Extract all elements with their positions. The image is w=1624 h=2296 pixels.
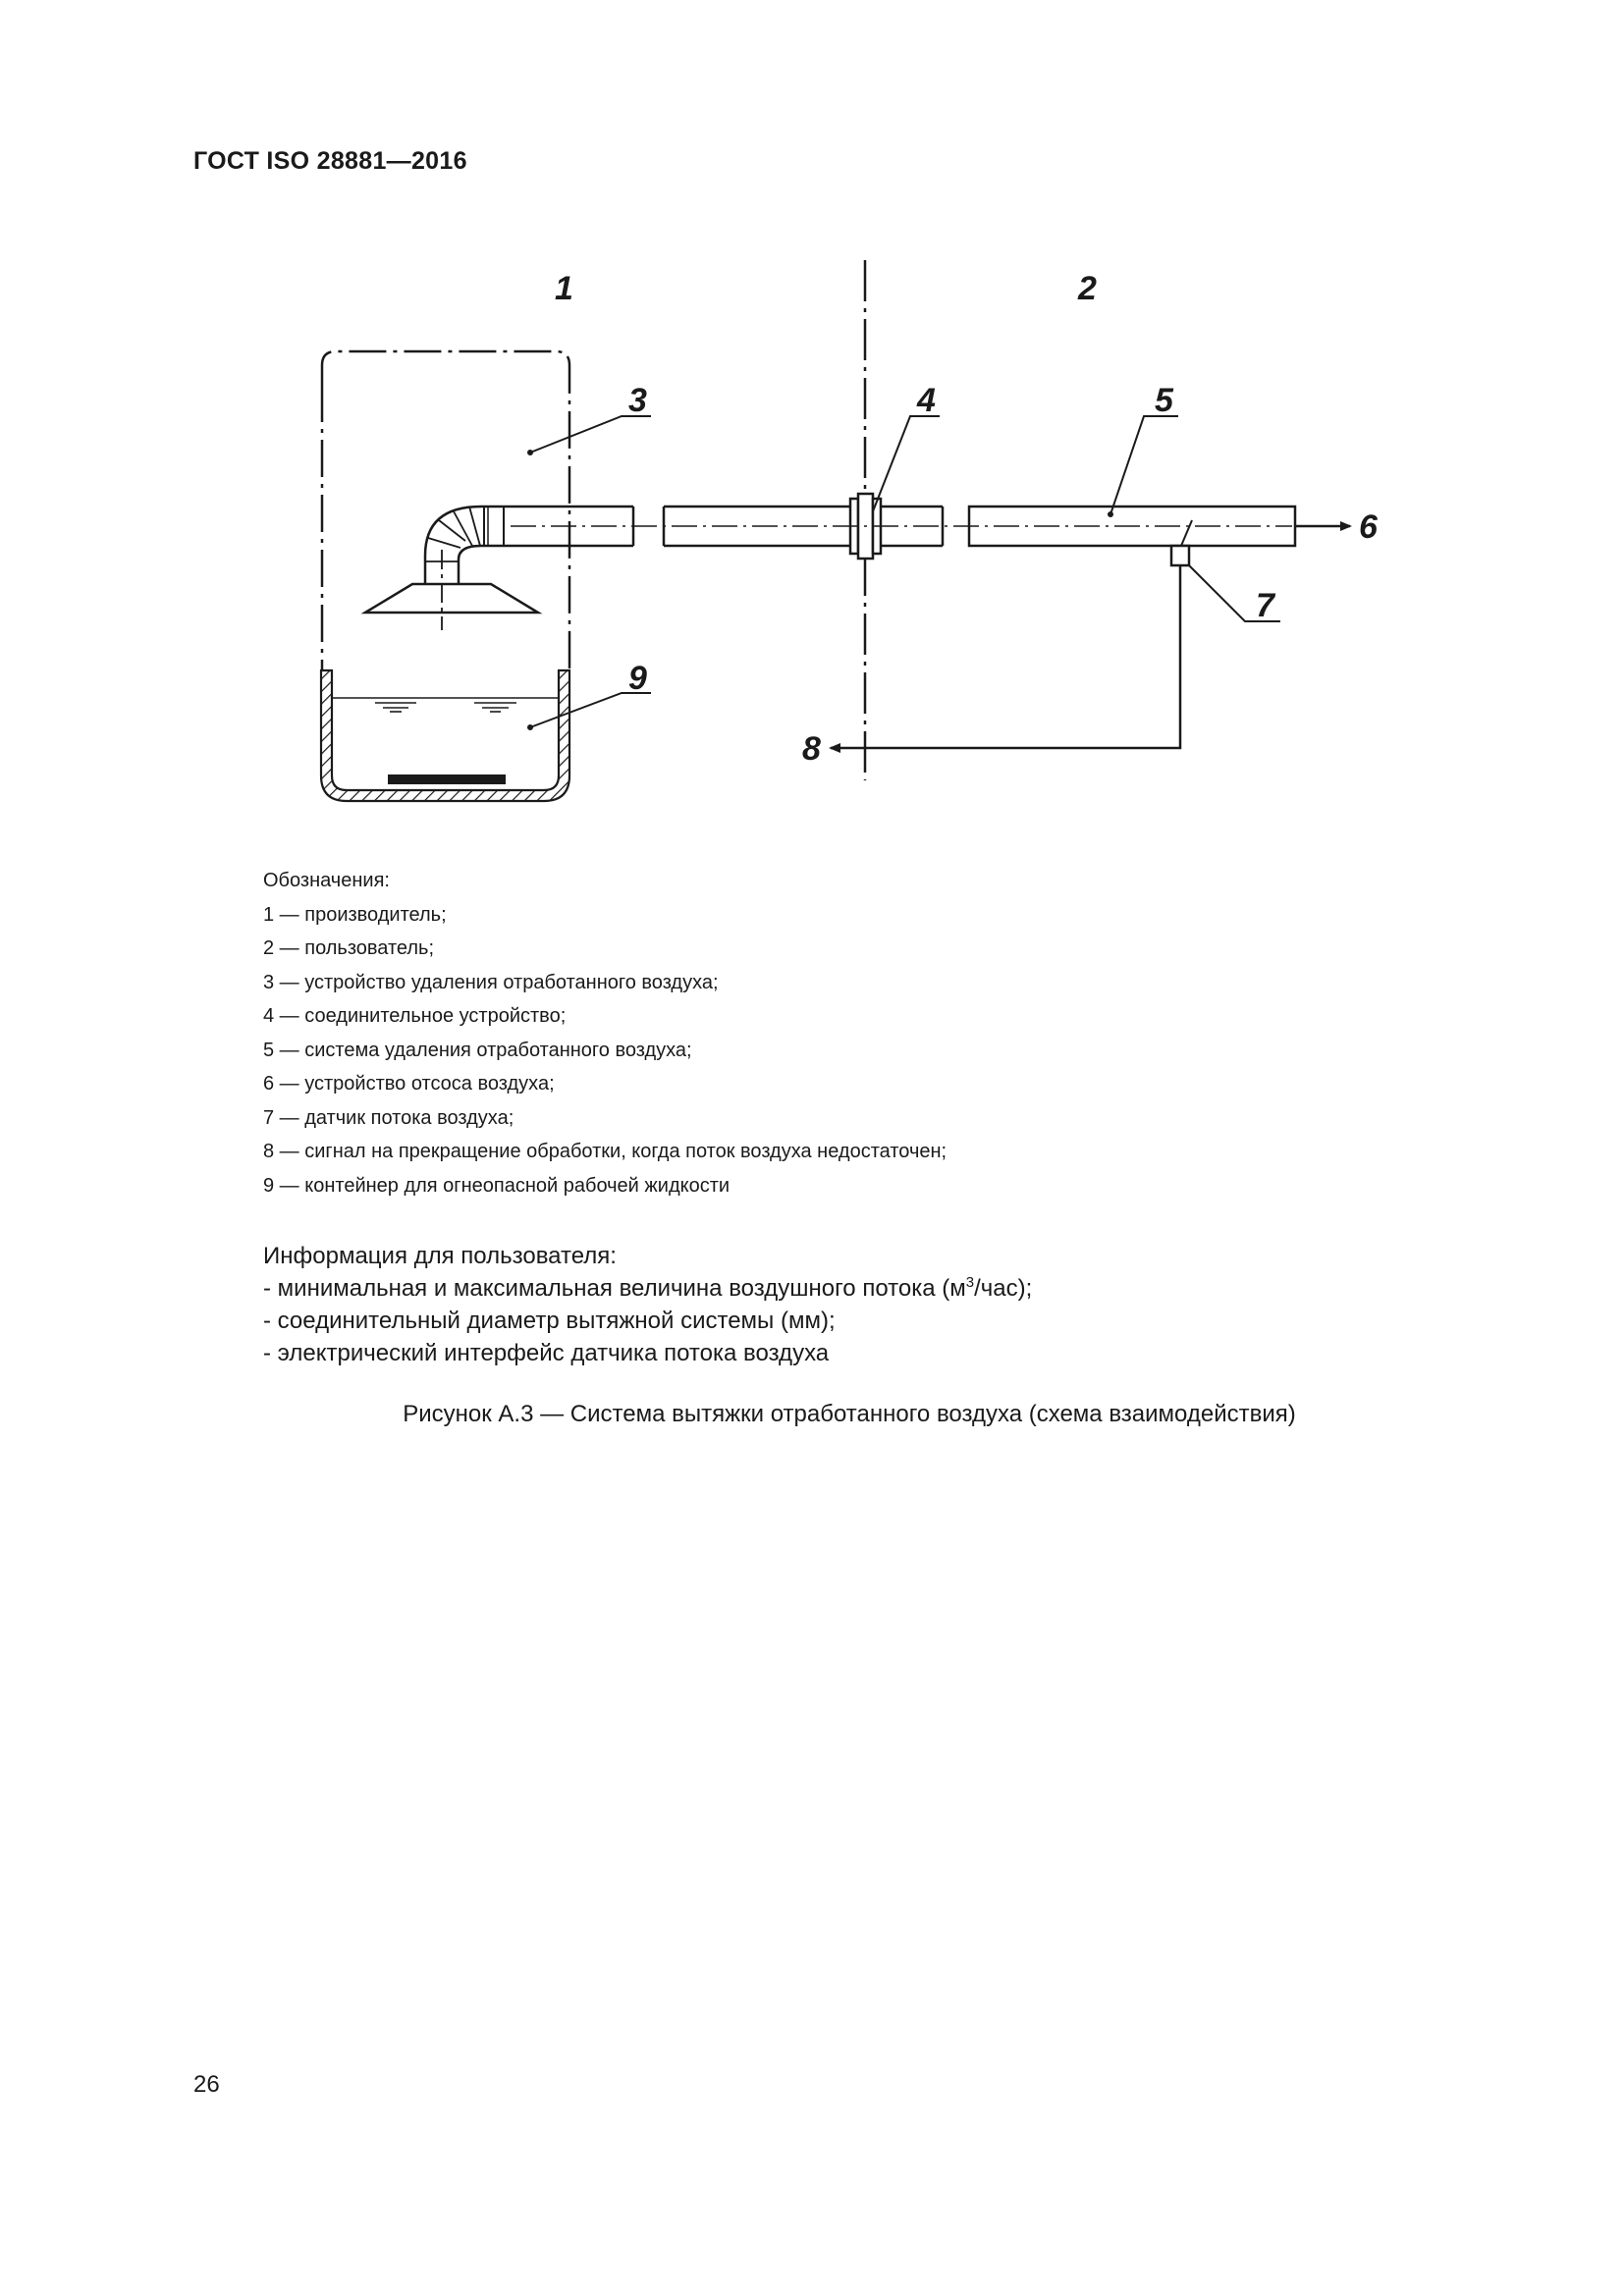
user-info-item [263, 1272, 1032, 1305]
fluid-container [321, 670, 569, 801]
callout-3: 3 [628, 382, 647, 419]
legend-item: 1 — производитель; [263, 903, 447, 926]
legend-item: 3 — устройство удаления отработанного воздуха; [263, 971, 719, 993]
airflow-sensor [1171, 520, 1192, 565]
page-number: 26 [193, 2071, 220, 2098]
superscript: 3 [965, 1274, 975, 1291]
callout-7: 7 [1256, 587, 1274, 624]
legend-item: 7 — датчик потока воздуха; [263, 1106, 514, 1129]
manufacturer-enclosure [322, 351, 569, 670]
exhaust-system-diagram [0, 0, 1624, 844]
callout-8: 8 [802, 730, 821, 768]
callout-9: 9 [628, 660, 647, 697]
legend-title: Обозначения: [263, 870, 390, 891]
user-info-item-text: - минимальная и максимальная величина воздушного потока (м [263, 1275, 966, 1302]
figure-caption: Рисунок А.3 — Система вытяжки отработанного воздуха (схема взаимодействия) [403, 1401, 1296, 1427]
legend-item: 2 — пользователь; [263, 937, 435, 959]
exhaust-hood [365, 507, 633, 630]
page-header: ГОСТ ISO 28881—2016 [193, 147, 467, 175]
callout-5: 5 [1155, 382, 1173, 419]
user-info-item: - электрический интерфейс датчика потока воздуха [263, 1340, 830, 1366]
callout-4: 4 [917, 382, 936, 419]
user-info-item: - соединительный диаметр вытяжной системы (мм); [263, 1308, 836, 1334]
legend-item: 5 — система удаления отработанного воздуха; [263, 1039, 692, 1061]
callout-2: 2 [1078, 270, 1097, 307]
legend-item: 4 — соединительное устройство; [263, 1005, 567, 1027]
user-info-item-text: /час); [974, 1275, 1033, 1302]
legend-item: 6 — устройство отсоса воздуха; [263, 1073, 555, 1095]
user-info-title: Информация для пользователя: [263, 1243, 617, 1269]
user-info [263, 1240, 1032, 1369]
callout-1: 1 [555, 270, 573, 307]
legend [263, 864, 947, 1202]
legend-item: 8 — сигнал на прекращение обработки, когда поток воздуха недостаточен; [263, 1141, 947, 1162]
callout-6: 6 [1359, 508, 1378, 546]
legend-item: 9 — контейнер для огнеопасной рабочей жидкости [263, 1174, 731, 1197]
signal-line [831, 565, 1180, 748]
